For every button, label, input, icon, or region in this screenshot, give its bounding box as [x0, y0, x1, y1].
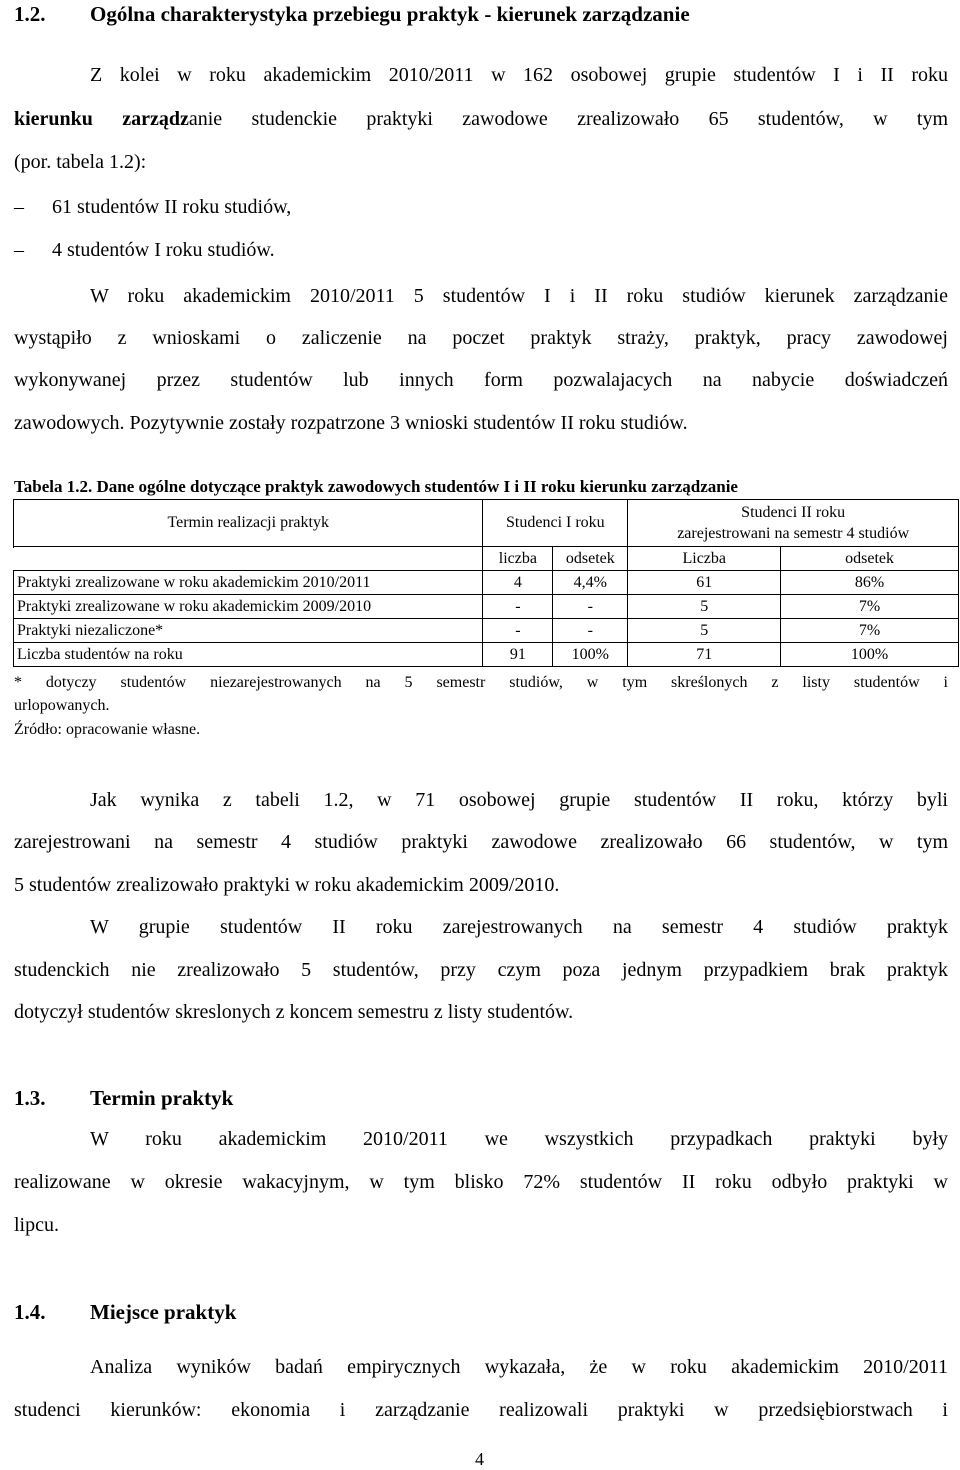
paragraph-line: wykonywanej przez studentów lub innych form pozwalajacych na nabycie doświadczeń — [14, 369, 948, 391]
cell-y2-pct: 7% — [781, 595, 959, 619]
table-footnote: * dotyczy studentów niezarejestrowanych na 5 semestr studiów, w tym skreślonych z listy studentów i — [14, 674, 948, 691]
row-label: Liczba studentów na roku — [14, 643, 483, 667]
header-year2-line2: zarejestrowani na semestr 4 studiów — [677, 525, 910, 542]
paragraph-line: zawodowych. Pozytywnie zostały rozpatrzone 3 wnioski studentów II roku studiów. — [14, 412, 688, 434]
paragraph-line: W roku akademickim 2010/2011 we wszystkich przypadkach praktyki były — [90, 1128, 948, 1150]
cell-y1-count: - — [483, 619, 553, 643]
header-year2-line1: Studenci II roku — [741, 504, 846, 521]
paragraph-line: studenci kierunków: ekonomia i zarządzanie realizowali praktyki w przedsiębiorstwach i — [14, 1399, 948, 1421]
dash-bullet: – — [14, 239, 24, 261]
section-title-1-2: Ogólna charakterystyka przebiegu praktyk - kierunek zarządzanie — [90, 2, 690, 26]
paragraph-text: anie studenckie praktyki zawodowe zrealizowało 65 studentów, w tym — [188, 108, 948, 130]
cell-y1-count: 91 — [483, 643, 553, 667]
cell-y2-pct: 7% — [781, 619, 959, 643]
header-year1: Studenci I roku — [483, 500, 628, 547]
table-row — [14, 643, 959, 667]
practice-data-table — [13, 499, 959, 667]
cell-y2-count: 5 — [628, 595, 781, 619]
paragraph-line: Analiza wyników badań empirycznych wykazała, że w roku akademickim 2010/2011 — [90, 1356, 948, 1378]
cell-y1-pct: - — [553, 619, 628, 643]
header-term: Termin realizacji praktyk — [14, 500, 483, 547]
cell-y2-count: 5 — [628, 619, 781, 643]
section-number-1-2: 1.2. — [14, 2, 46, 26]
paragraph-line: zarejestrowani na semestr 4 studiów praktyki zawodowe zrealizowało 66 studentów, w tym — [14, 831, 948, 853]
paragraph-line: lipcu. — [14, 1214, 59, 1236]
cell-y1-count: - — [483, 595, 553, 619]
cell-y1-count: 4 — [483, 571, 553, 595]
table-subheader-row — [14, 547, 959, 571]
table-row — [14, 571, 959, 595]
row-label: Praktyki zrealizowane w roku akademickim 2010/2011 — [14, 571, 483, 595]
bold-text: kierunku zarządz — [14, 108, 189, 130]
table-footnote: urlopowanych. — [14, 697, 110, 714]
cell-y2-pct: 100% — [781, 643, 959, 667]
cell-y2-pct: 86% — [781, 571, 959, 595]
section-number-1-3: 1.3. — [14, 1086, 46, 1110]
list-item: 61 studentów II roku studiów, — [52, 196, 292, 218]
paragraph-line: (por. tabela 1.2): — [14, 151, 147, 173]
subheader-cell: Liczba — [628, 547, 781, 571]
row-label: Praktyki niezaliczone* — [14, 619, 483, 643]
table-caption: Tabela 1.2. Dane ogólne dotyczące praktyk zawodowych studentów I i II roku kierunku zarządzanie — [14, 477, 738, 496]
paragraph-line: wystąpiło z wnioskami o zaliczenie na poczet praktyk straży, praktyk, pracy zawodowej — [14, 327, 948, 349]
paragraph-line: W grupie studentów II roku zarejestrowanych na semestr 4 studiów praktyk — [90, 916, 948, 938]
section-number-1-4: 1.4. — [14, 1300, 46, 1324]
subheader-cell: odsetek — [553, 547, 628, 571]
section-title-1-3: Termin praktyk — [90, 1086, 234, 1110]
paragraph-line: Jak wynika z tabeli 1.2, w 71 osobowej grupie studentów II roku, którzy byli — [90, 789, 948, 811]
paragraph-line: 5 studentów zrealizowało praktyki w roku akademickim 2009/2010. — [14, 874, 560, 896]
list-item: 4 studentów I roku studiów. — [52, 239, 275, 261]
section-title-1-4: Miejsce praktyk — [90, 1300, 237, 1324]
subheader-cell: odsetek — [781, 547, 959, 571]
cell-y1-pct: 100% — [553, 643, 628, 667]
table-row — [14, 619, 959, 643]
table-source: Źródło: opracowanie własne. — [14, 721, 201, 738]
row-label: Praktyki zrealizowane w roku akademickim 2009/2010 — [14, 595, 483, 619]
subheader-cell: liczba — [483, 547, 553, 571]
table-row — [14, 595, 959, 619]
paragraph-line — [14, 108, 948, 131]
page-number: 4 — [475, 1449, 484, 1469]
cell-y1-pct: 4,4% — [553, 571, 628, 595]
header-year2 — [628, 500, 959, 547]
subheader-empty — [14, 547, 483, 571]
cell-y1-pct: - — [553, 595, 628, 619]
paragraph-line: dotyczył studentów skreslonych z koncem semestru z listy studentów. — [14, 1001, 574, 1023]
cell-y2-count: 61 — [628, 571, 781, 595]
dash-bullet: – — [14, 196, 24, 218]
paragraph-line: W roku akademickim 2010/2011 5 studentów I i II roku studiów kierunek zarządzanie — [90, 285, 948, 307]
paragraph-line: realizowane w okresie wakacyjnym, w tym blisko 72% studentów II roku odbyło praktyki w — [14, 1171, 948, 1193]
cell-y2-count: 71 — [628, 643, 781, 667]
paragraph-line: studenckich nie zrealizowało 5 studentów, przy czym poza jednym przypadkiem brak praktyk — [14, 959, 948, 981]
table-header-row — [14, 500, 959, 547]
paragraph-line: Z kolei w roku akademickim 2010/2011 w 162 osobowej grupie studentów I i II roku — [90, 64, 948, 86]
